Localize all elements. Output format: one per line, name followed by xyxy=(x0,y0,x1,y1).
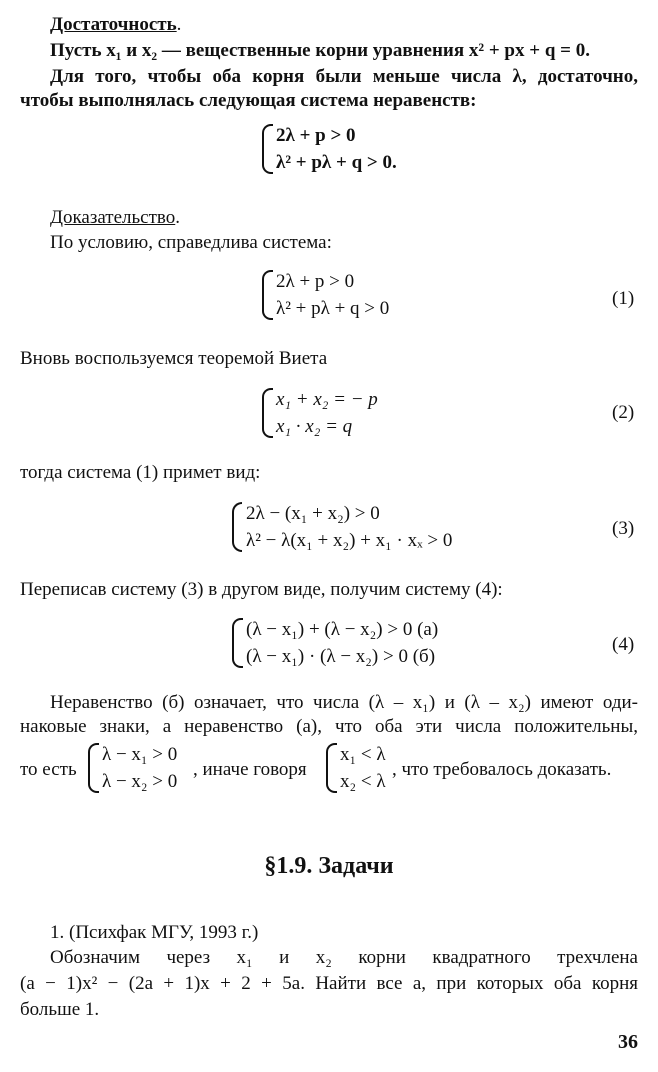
system-row: (λ − x₁) + (λ − x₂) > 0 (а) xyxy=(246,619,439,640)
system-row: x₁ < λ xyxy=(340,744,386,765)
brace xyxy=(262,388,273,438)
brace xyxy=(326,743,337,793)
sufficiency-heading xyxy=(50,14,181,36)
proof-title: Доказательство xyxy=(50,207,176,228)
system-row xyxy=(276,149,397,176)
system-row-text: λ² + pλ + q > 0 xyxy=(276,152,392,173)
rewrite-line: Переписав систему (3) в другом виде, получим систему (4): xyxy=(20,579,503,600)
system-row: 2λ − (x₁ + x₂) > 0 xyxy=(246,503,380,524)
system-row: 2λ + p > 0 xyxy=(276,125,356,146)
equation-number-4: (4) xyxy=(612,634,635,655)
system-row: x₁ + x₂ = − p xyxy=(276,389,378,410)
brace xyxy=(232,502,242,552)
system-row: (λ − x₁) · (λ − x₂) > 0 (б) xyxy=(246,646,436,667)
system-row: x₁ · x₂ = q xyxy=(276,416,353,437)
system-row: x₂ < λ xyxy=(340,771,386,792)
problem-line-1: Обозначим через x₁ и x₂ корни квадратного трехчлена xyxy=(50,947,638,968)
statement-line-1: Пусть x₁ и x₂ — вещественные корни уравнения x² + px + q = 0. xyxy=(50,40,590,61)
system-5 xyxy=(88,741,177,795)
system-3 xyxy=(232,500,452,554)
brace xyxy=(262,270,273,320)
vieta-line: Вновь воспользуемся теоремой Виета xyxy=(20,348,328,369)
system-period: . xyxy=(391,152,397,173)
system-6 xyxy=(326,741,386,795)
page-number: 36 xyxy=(618,1031,638,1053)
sufficiency-title: Достаточность xyxy=(50,14,177,35)
section-heading: §1.9. Задачи xyxy=(264,853,394,879)
then-line: тогда система (1) примет вид: xyxy=(20,462,261,483)
brace xyxy=(262,124,273,174)
system-row: λ² + pλ + q > 0 xyxy=(276,298,390,319)
system-row: λ − x₁ > 0 xyxy=(102,744,178,765)
equation-number-3: (3) xyxy=(612,518,635,539)
system-row: λ² − λ(x₁ + x₂) + x₁ · xₓ > 0 xyxy=(246,530,453,551)
conclusion-line-3c: , что требовалось доказать. xyxy=(392,759,612,780)
sufficiency-period: . xyxy=(176,14,182,35)
proof-heading xyxy=(50,207,180,229)
equation-number-2: (2) xyxy=(612,402,635,423)
proof-period: . xyxy=(175,207,180,228)
brace xyxy=(88,743,99,793)
system-2 xyxy=(262,386,378,440)
statement-line-2: Для того, чтобы оба корня были меньше числа λ, достаточно, xyxy=(50,66,638,87)
system-1 xyxy=(262,268,389,322)
brace xyxy=(232,618,243,668)
system-row: λ − x₂ > 0 xyxy=(102,771,178,792)
system-condition xyxy=(262,122,397,176)
equation-number-1: (1) xyxy=(612,288,635,309)
system-4 xyxy=(232,616,438,670)
statement-line-3: чтобы выполнялась следующая система неравенств: xyxy=(20,90,477,111)
system-row: 2λ + p > 0 xyxy=(276,271,355,292)
conclusion-line-1: Неравенство (б) означает, что числа (λ – x₁) и (λ – x₂) имеют оди- xyxy=(50,692,638,713)
problem-source: 1. (Психфак МГУ, 1993 г.) xyxy=(50,922,259,943)
conclusion-line-3a: то есть xyxy=(20,759,77,780)
conclusion-line-2: наковые знаки, а неравенство (а), что оба эти числа положительны, xyxy=(20,716,638,737)
problem-line-3: больше 1. xyxy=(20,999,100,1020)
conclusion-line-3b: , иначе говоря xyxy=(193,759,307,780)
proof-line-1: По условию, справедлива система: xyxy=(50,232,332,253)
problem-line-2: (a − 1)x² − (2a + 1)x + 2 + 5a. Найти все a, при которых оба корня xyxy=(20,973,638,994)
